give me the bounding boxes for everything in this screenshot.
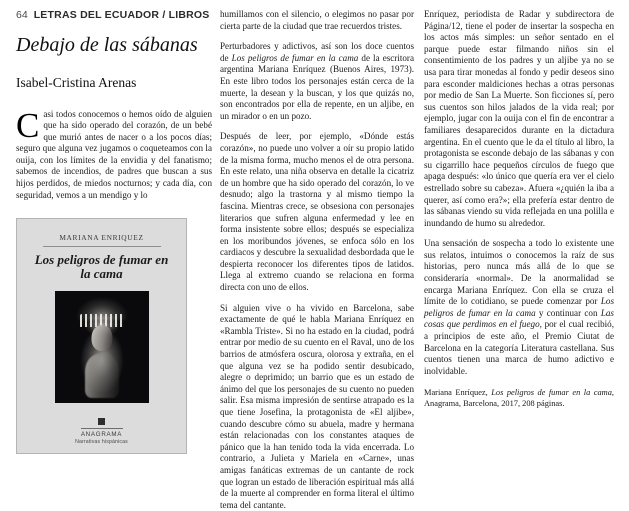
- imprint-series-name: Narrativas hispánicas: [75, 439, 128, 446]
- drop-cap: C: [16, 105, 40, 145]
- three-column-layout: [16, 9, 617, 510]
- article-title: Debajo de las sábanas: [16, 34, 198, 56]
- right-column-paragraph-2-part-b: , por el cual recibió, a principios de este año, el Premio Ciutat de Barcelona en la categoría Literatura castellana. Sus cuentos tienen una marca de humo adictivo e inolvidable.: [424, 319, 614, 376]
- book-cover: [16, 218, 187, 454]
- running-head: [16, 9, 212, 21]
- citation-book-title: Los peligros de fumar en la cama: [491, 388, 612, 398]
- cover-photo-torso: [85, 354, 119, 398]
- article-byline: Isabel-Cristina Arenas: [16, 75, 137, 90]
- middle-column-paragraph-1: humillamos con el silencio, o elegimos no pasar por cierta parte de la ciudad que trae recuerdos tristes.: [220, 9, 414, 31]
- book-cover-author: MARIANA ENRIQUEZ: [59, 233, 144, 243]
- middle-column-book-title: Los peligros de fumar en la cama: [231, 52, 359, 63]
- imprint-divider: [81, 428, 123, 429]
- middle-column-paragraph-2-part-a: Perturbadores y adictivos, así son los doce cuentos de: [220, 41, 414, 63]
- left-column: [16, 9, 212, 454]
- citation-part-a: Mariana Enríquez,: [424, 388, 492, 398]
- page-folio: 64: [16, 9, 28, 21]
- left-column-paragraph-1-text: asi todos conocemos o hemos oído de alguien que ha sido operado del corazón, de un bebé que murió antes de nacer o a los pocos días; seguro que alguna vez jugamos o coqueteamos con la ouija, con los límites de la envidia y del fanatismo; sabemos de incendios, de padres que buscan a sus hijos perdidos, de miedos nocturnos; y cada día, con seguridad, vemos a un mendigo y lo: [16, 108, 212, 200]
- citation-part-b: , Anagrama, Barcelona, 2017, 208 páginas.: [424, 388, 614, 408]
- middle-column: [212, 9, 414, 511]
- middle-column-paragraph-2-part-b: de la escritora argentina Mariana Enríquez (Buenos Aires, 1973). En este libro todos los personajes están cerca de la muerte, la desean y la buscan, y los que quizás no, son encontrados por ella de repente, en un aljibe, en un mirador o en un pozo.: [220, 52, 414, 121]
- right-column-paragraph-2-middle: y continuar con: [535, 307, 601, 318]
- book-cover-photograph: [55, 291, 149, 403]
- running-head-section: LETRAS DEL ECUADOR / LIBROS: [33, 9, 210, 21]
- middle-column-paragraph-4: Si alguien vive o ha vivido en Barcelona, sabe exactamente de qué le habla Mariana Enríquez en «Rambla Triste». Si no ha estado en la ciudad, podrá entrar por medio de su cuento en el Raval, uno de los barrios de atmósfera oscura, olorosa y extraña, en el que alguna vez se ha podido sentir desubicado, alegre o deprimido; un barrio que es un estado de ánimo del que los personajes de su cuento no pueden salir. Esa misma impresión de sentirse atrapado es la que tiene Josefina, la protagonista de «El aljibe», cuando descubre cómo su abuela, madre y hermana están relacionadas con los constantes ataques de pánico que la han tenido toda la vida encerrada. Lo contrario, a Julieta y Mariela en «Carne», unas amigas fanáticas extremas de un cantante de rock que logran un estado de liberación espiritual más allá de la muerte al comprender en forma literal el último tema del cantante.: [220, 302, 414, 510]
- book-cover-figure: [16, 218, 187, 454]
- right-column-paragraph-1: Enríquez, periodista de Radar y subdirectora de Página/12, tiene el poder de insertar la sospecha en los actos más simples: un señor sentado en el parque puede estar filmando niños sin el consentimiento de los padres y un aljibe ya no se usa para tirar monedas al fondo y pedir deseos sino para esconder maldiciones hechas a otras personas por medio de San La Muerte. Son ficciones sí, pero sus cuentos son hilos jalados de la vida real; por ejemplo, jugar con la ouija con el fin de encontrar a familiares desaparecidos durante en la dictadura argentina. En el cuento que le da el título al libro, la protagonista se esconde debajo de las sábanas y con su cigarrillo hace pequeños círculos de fuego que apaga después: «lo único que quería era ver el cielo estrellado sobre su cabeza». Afuera «¿quién la iba a querer, así como era?»; ella prefería estar dentro de las sábanas viendo su vida reflejada en una polilla e inundando de humo su alrededor.: [424, 9, 614, 228]
- left-column-paragraph-1: [16, 105, 212, 202]
- right-column-book-title-1: Los peligros de fumar en la cama: [424, 296, 614, 318]
- right-column-paragraph-2-part-a: Una sensación de sospecha a todo lo existente une sus relatos, intuimos o conocemos la raíz de sus historias, pero nunca más allá de lo que se consideraría «normal». De la anormalidad se encarga Mariana Enríquez. Con ella se cruza el límite de lo cotidiano, se puede comenzar por: [424, 238, 614, 307]
- middle-column-paragraph-2: [220, 41, 414, 122]
- middle-column-paragraph-3: Después de leer, por ejemplo, «Dónde estás corazón», no puede uno volver a oír su propio latido de la misma forma, mucho menos el de otra persona. En este relato, una niña observa en detalle la cicatriz de un hombre que ha sido operado del corazón, lo ve desnudo; algo la trastorna y al mismo tiempo la fascina. Mientras crece, se obsesiona con personajes literarios que sufren alguna enfermedad y lee en forma insistente sobre ellos; después se especializa en los moribundos jóvenes, se enfoca sólo en los cardiacos y descubre la sexualidad desbordada que le despierta reconocer los diferentes tipos de latidos. Llega al extremo cuando se relaciona en forma directa con uno de ellos.: [220, 131, 414, 293]
- right-column: [414, 9, 614, 418]
- bibliographic-citation: [424, 388, 614, 409]
- right-column-paragraph-2: [424, 238, 614, 377]
- cover-photo-head: [91, 325, 112, 351]
- book-cover-imprint: [75, 418, 128, 445]
- book-cover-divider: [43, 246, 161, 247]
- imprint-publisher-name: ANAGRAMA: [80, 431, 123, 439]
- anagrama-logo-icon: [98, 418, 105, 425]
- right-column-book-title-2: Las cosas que perdimos en el fuego: [424, 307, 614, 330]
- book-cover-title: Los peligros de fumar en la cama: [34, 252, 169, 282]
